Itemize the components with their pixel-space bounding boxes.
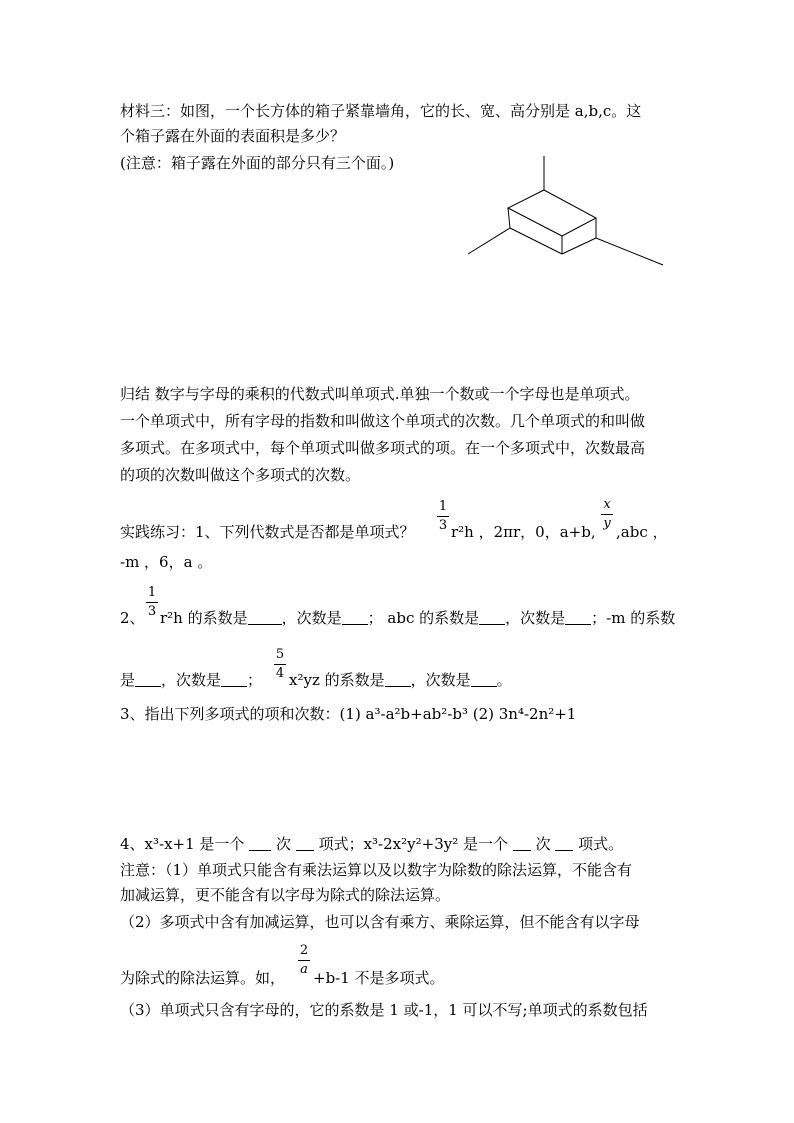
- q2-text-g: ，次数是: [161, 671, 222, 689]
- fraction-x-over-y: [601, 498, 613, 531]
- fraction-numerator: 5: [275, 647, 285, 662]
- q4-text-e: 项式。: [578, 835, 624, 853]
- fraction-five-quarters: [274, 648, 286, 681]
- q2-text-h: ；: [247, 671, 263, 689]
- notes-line-2: 加减运算，更不能含有以字母为除式的除法运算。: [120, 886, 451, 904]
- answer-blank[interactable]: [565, 610, 591, 625]
- answer-blank[interactable]: [135, 672, 161, 687]
- fraction-denominator: y: [603, 516, 611, 531]
- practice-q1-line-2: -m ，6，a 。: [120, 553, 213, 571]
- answer-blank[interactable]: [385, 672, 411, 687]
- box-corner-diagram: [460, 150, 670, 270]
- practice-q2-line-1: [160, 608, 675, 628]
- material3-note: (注意：箱子露在外面的部分只有三个面。): [120, 154, 395, 172]
- fraction-one-third: [437, 500, 449, 533]
- fraction-bar: [437, 516, 449, 517]
- fraction-denominator: a: [300, 962, 308, 977]
- q2-text-b: ，次数是: [281, 609, 342, 627]
- answer-blank[interactable]: [555, 836, 573, 851]
- wall-edge-left: [468, 228, 510, 254]
- practice-q1-part-b: ,abc ，: [616, 523, 668, 541]
- q2-text-d: ，次数是: [505, 609, 566, 627]
- answer-blank[interactable]: [342, 610, 368, 625]
- fraction-denominator: 3: [438, 518, 448, 533]
- fraction-bar: [274, 664, 286, 665]
- fraction-bar: [601, 514, 613, 515]
- fraction-two-over-a: [298, 944, 310, 977]
- answer-blank[interactable]: [296, 836, 314, 851]
- q4-text-d: 次: [535, 835, 551, 853]
- practice-q1-prefix: 实践练习：1、下列代数式是否都是单项式？: [120, 523, 415, 541]
- q2-text-j: ，次数是: [410, 671, 471, 689]
- fraction-numerator: 2: [299, 943, 309, 958]
- q2-text-c: ； abc 的系数是: [367, 609, 480, 627]
- fraction-numerator: x: [603, 497, 611, 512]
- answer-blank[interactable]: [248, 610, 282, 625]
- notes-line-4b: +b-1 不是多项式。: [313, 969, 445, 987]
- material3-line-2: 个箱子露在外面的表面积是多少？: [120, 127, 346, 145]
- answer-blank[interactable]: [249, 836, 271, 851]
- q4-text-b: 次: [276, 835, 292, 853]
- q4-text-c: 项式；x³-2x²y²+3y² 是一个: [318, 835, 508, 853]
- summary-line-3: 多项式。在多项式中，每个单项式叫做多项式的项。在一个多项式中，次数最高: [120, 439, 646, 457]
- box-front-left-edge: [508, 208, 510, 228]
- fraction-denominator: 3: [147, 604, 157, 619]
- summary-line-2: 一个单项式中，所有字母的指数和叫做这个单项式的次数。几个单项式的和叫做: [120, 412, 646, 430]
- fraction-numerator: 1: [147, 585, 157, 600]
- answer-blank[interactable]: [479, 610, 505, 625]
- notes-line-3: （2）多项式中含有加减运算，也可以含有乘方、乘除运算，但不能含有以字母: [120, 913, 640, 931]
- fraction-one-third: [146, 586, 158, 619]
- q2-text-k: 。: [496, 671, 512, 689]
- fraction-denominator: 4: [275, 666, 285, 681]
- box-top-face: [508, 190, 596, 236]
- q2-text-f: 是: [120, 671, 136, 689]
- box-side-bottom-edge: [562, 238, 596, 254]
- q2-text-i: x²yz 的系数是: [289, 671, 385, 689]
- fraction-numerator: 1: [438, 499, 448, 514]
- notes-line-5: （3）单项式只含有字母的，它的系数是 1 或-1，1 可以不写;单项式的系数包括: [120, 1001, 648, 1019]
- practice-q1-part-a: r²h ，2πr，0，a+b,: [451, 523, 596, 541]
- practice-q2-prefix: 2、: [120, 609, 145, 627]
- summary-line-1: 归结 数字与字母的乘积的代数式叫单项式.单独一个数或一个字母也是单项式。: [120, 385, 640, 403]
- answer-blank[interactable]: [471, 672, 497, 687]
- fraction-bar: [298, 960, 310, 961]
- wall-edge-right: [596, 238, 663, 265]
- material3-line-1: 材料三：如图，一个长方体的箱子紧靠墙角，它的长、宽、高分别是 a,b,c。这: [120, 102, 642, 120]
- notes-line-1: 注意：（1）单项式只能含有乘法运算以及以数字为除数的除法运算，不能含有: [120, 861, 633, 879]
- q2-text-e: ；-m 的系数: [591, 609, 676, 627]
- answer-blank[interactable]: [221, 672, 247, 687]
- practice-q4: [120, 834, 623, 854]
- q4-text-a: 4、x³-x+1 是一个: [120, 835, 245, 853]
- notes-line-4: 为除式的除法运算。如，: [120, 969, 286, 987]
- summary-line-4: 的项的次数叫做这个多项式的次数。: [120, 466, 361, 484]
- practice-q2-line-2a: [120, 670, 262, 690]
- q2-text-a: r²h 的系数是: [160, 609, 248, 627]
- practice-q2-line-2b: [289, 670, 512, 690]
- practice-q3: 3、指出下列多项式的项和次数：(1) a³-a²b+ab²-b³ (2) 3n⁴-2n²+1: [120, 705, 577, 723]
- answer-blank[interactable]: [513, 836, 531, 851]
- fraction-bar: [146, 602, 158, 603]
